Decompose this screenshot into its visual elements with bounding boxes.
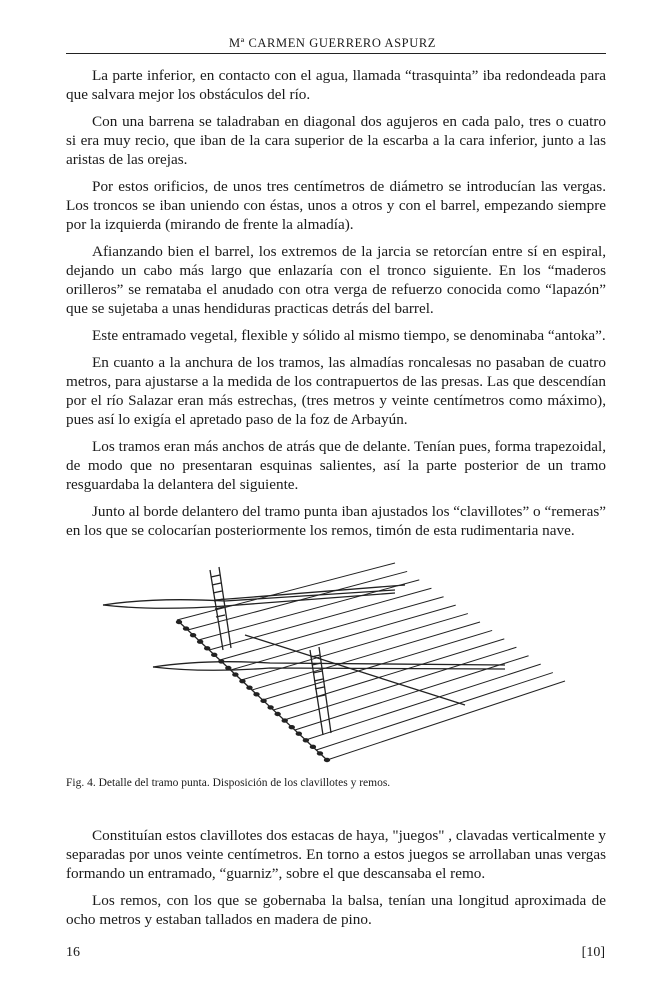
running-head: Mª CARMEN GUERRERO ASPURZ	[228, 36, 437, 50]
lashing-knot	[197, 640, 203, 644]
body-text-top	[66, 66, 606, 548]
paragraph: Los remos, con los que se gobernaba la balsa, tenían una longitud aproximada de ocho metros y estaban tallados en madera de pino.	[66, 892, 606, 928]
body-text-bottom	[66, 826, 606, 937]
lashing-knot	[282, 718, 288, 722]
page-number: 16	[66, 945, 80, 960]
lashing-knot	[296, 732, 302, 736]
raft-illustration	[95, 555, 595, 770]
paragraph: La parte inferior, en contacto con el agua, llamada “trasquinta” iba redondeada para que salvara mejor los obstáculos del río.	[66, 67, 606, 103]
raft-plank	[198, 580, 419, 640]
lashing-knot	[310, 745, 316, 749]
paragraph: Los tramos eran más anchos de atrás que de delante. Tenían pues, forma trapezoidal, de modo que no presentaran esquinas salientes, así la parte posterior de un tramo resguardaba la delantera del siguiente.	[66, 438, 606, 493]
lashing-knot	[317, 751, 323, 755]
figure-caption: Fig. 4. Detalle del tramo punta. Disposición de los clavillotes y remos.	[66, 777, 391, 789]
lashing-knot	[246, 686, 252, 690]
lashing-knot	[253, 692, 259, 696]
lashing-knot	[218, 659, 224, 663]
header-rule	[66, 53, 606, 54]
lashing-knot	[232, 672, 238, 676]
paragraph: Este entramado vegetal, flexible y sólido al mismo tiempo, se denominaba “antoka”.	[92, 327, 606, 344]
raft-plank	[316, 673, 553, 750]
lashing-knot	[190, 633, 196, 637]
lashing-knot	[260, 699, 266, 703]
lashing-knot	[239, 679, 245, 683]
lashing-knot	[204, 646, 210, 650]
lashing-knot	[274, 712, 280, 716]
lashing-knot	[176, 620, 182, 624]
lashing-knot	[225, 666, 231, 670]
lashing-knot	[211, 653, 217, 657]
paragraph: Afianzando bien el barrel, los extremos de la jarcia se retorcían entre sí en espiral, dejando un cabo más largo que enlazaría con el tronco siguiente. En los “maderos orilleros” se remataba el anudado con otra verga de refuerzo conocida como “lapazón” que se sujetaba a unas hendiduras practicas detrás del barrel.	[66, 243, 606, 317]
page-tag: [10]	[581, 945, 605, 960]
raft-plank	[327, 681, 565, 760]
paragraph: En cuanto a la anchura de los tramos, las almadías roncalesas no pasaban de cuatro metros, para ajustarse a la medida de los contrapuertos de las presas. Las que descendían por el río Salazar eran más estrechas, (tres metros y veinte centímetros como máximo), pues así lo exigía el apretado paso de la foz de Arbayún.	[66, 354, 606, 428]
paragraph: Con una barrena se taladraban en diagonal dos agujeros en cada palo, tres o cuatro si era muy recio, que iban de la cara superior de la escarba a la cara inferior, junto a las aristas de las orejas.	[66, 113, 606, 168]
lashing-knot	[324, 758, 330, 762]
paragraph: Por estos orificios, de unos tres centímetros de diámetro se introducían las vergas. Los troncos se iban uniendo con éstas, unos a otros y con el barrel, empezando siempre por la izquierda (mirando de frente la almadía).	[66, 178, 606, 233]
lashing-knot	[267, 705, 273, 709]
lashing-knot	[183, 626, 189, 630]
lashing-knot	[303, 738, 309, 742]
lashing-knot	[289, 725, 295, 729]
paragraph: Constituían estos clavillotes dos estacas de haya, "juegos" , clavadas verticalmente y separadas por unos veinte centímetros. En torno a estos juegos se arrollaban unas vergas formando un entramado, “guarniz”, sobre el que descansaba el remo.	[66, 827, 606, 882]
raft-plank	[252, 622, 480, 690]
raft-plank	[220, 597, 444, 660]
raft-plank	[231, 605, 456, 670]
paragraph: Junto al borde delantero del tramo punta iban ajustados los “clavillotes” o “remeras” en los que se colocarían posteriormente los remos, timón de esta rudimentaria nave.	[66, 503, 606, 539]
